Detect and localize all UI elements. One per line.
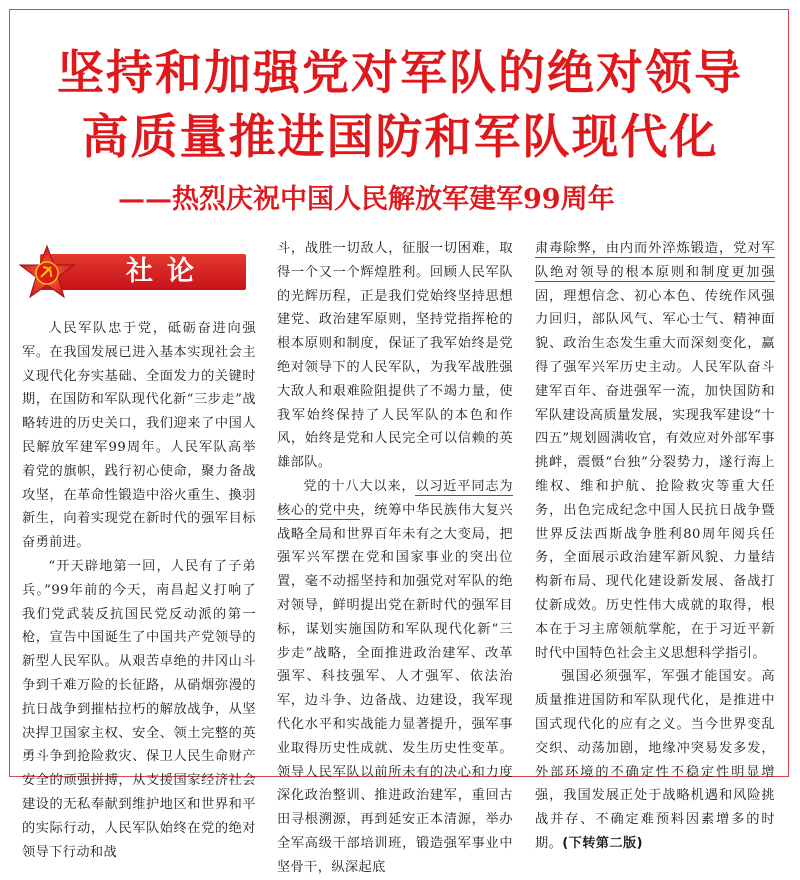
column-3 [535, 237, 775, 856]
underlined-phrase: 以习近平同志为核心的党中央 [277, 478, 513, 518]
text-run: 固，理想信念、初心本色、传统作风强力回归，部队风气、军心士气、精神面貌、政治生态发生重大而深刻变化，赢得了强军兴军历史主动。人民军队奋斗建军百年、奋进强军一流，加快国防和军队建设高质量发展，实现我军建设“十四五”规划圆满收官，有效应对外部军事挑衅，震慑“台独”分裂势力，遂行海上维权、维和护航、抢险救灾等重大任务，出色完成纪念中国人民抗日战争暨世界反法西斯战争胜利80周年阅兵任务，全面展示政治建军新风貌、力量结构新布局、现代化建设新发展、备战打仗新成效。历史性伟大成就的取得，根本在于习主席领航掌舵，在于习近平新时代中国特色社会主义思想科学指引。 [535, 288, 775, 661]
text-run: 党的十八大以来， [303, 478, 416, 494]
paragraph: 斗，战胜一切敌人，征服一切困难，取得一个又一个辉煌胜利。回顾人民军队的光辉历程，正是我们党始终坚持思想建党、政治建军原则，坚持党指挥枪的根本原则和制度，保证了我军始终是党绝对领导下的人民军队，为我军战胜强大敌人和艰难险阻提供了不竭力量，使我军始终保持了人民军队的本色和作风，始终是党和人民完全可以信赖的英雄部队。 [277, 241, 513, 471]
paragraph: “开天辟地第一回，人民有了子弟兵。”99年前的今天，南昌起义打响了我们党武装反抗国民党反动派的第一枪，宣告中国诞生了中国共产党领导的新型人民军队。从艰苦卓绝的井冈山斗争到千难万险的长征路，从硝烟弥漫的抗日战争到摧枯拉朽的解放战争，从坚决捍卫国家主权、安全、领土完整的英勇斗争到抢险救灾、保卫人民生命财产安全的顽强拼搏，从支援国家经济社会建设的无私奉献到维护地区和世界和平的实际行动，人民军队始终在党的绝对领导下行动和战 [22, 558, 256, 860]
headline-line-1: 坚持和加强党对军队的绝对领导 [57, 46, 743, 101]
headline-subtitle: ——热烈庆祝中国人民解放军建军99周年 [118, 184, 615, 215]
column-2 [277, 237, 513, 880]
underlined-phrase: 肃毒除弊，由内而外淬炼锻造，党对军队绝对领导的根本原则和制度更加强 [535, 241, 775, 280]
headline-line-2: 高质量推进国防和军队现代化 [81, 110, 719, 165]
paragraph [277, 475, 513, 880]
editorial-banner [18, 244, 248, 296]
text-run: ，统筹中华民族伟大复兴战略全局和世界百年未有之大变局，把强军兴军摆在党和国家事业的突出位置，毫不动摇坚持和加强党对军队的绝对领导，鲜明提出党在新时代的强军目标，谋划实施国防和军队现代化新“三步走”战略，全面推进政治建军、改革强军、科技强军、人才强军、依法治军，边斗争、边备战、边建设，我军现代化水平和实战能力显著提升，强军事业取得历史性成就、发生历史性变革。领导人民军队以前所未有的决心和力度深化政治整训、推进政治建军，重回古田寻根溯源，再到延安正本清源，举办全军高级干部培训班，锻造强军事业中坚骨干，纵深起底 [277, 502, 513, 875]
text-run: 强国必须强军，军强才能国安。高质量推进国防和军队现代化，是推进中国式现代化的应有之义。当今世界变乱交织、动荡加剧，地缘冲突易发多发，外部环境的不确定性不稳定性明显增强，我国发展正处于战略机遇和风险挑战并存、不确定难预料因素增多的时期。 [535, 669, 775, 851]
paragraph [535, 665, 775, 855]
paragraph: 人民军队忠于党，砥砺奋进向强军。在我国发展已进入基本实现社会主义现代化夯实基础、全面发力的关键时期，在国防和军队现代化新“三步走”战略转进的历史关口，我们迎来了中国人民解放军建军99周年。人民军队高举着党的旗帜，践行初心使命，聚力备战攻坚，在革命性锻造中浴火重生、換羽新生，向着实现党在新时代的强军目标奋勇前进。 [22, 321, 256, 551]
red-star-emblem-icon [18, 244, 76, 302]
continued-on-page-2: (下转第二版) [562, 835, 643, 851]
column-1 [22, 317, 256, 864]
paragraph [535, 237, 775, 665]
editorial-label: 社论 [126, 256, 208, 287]
